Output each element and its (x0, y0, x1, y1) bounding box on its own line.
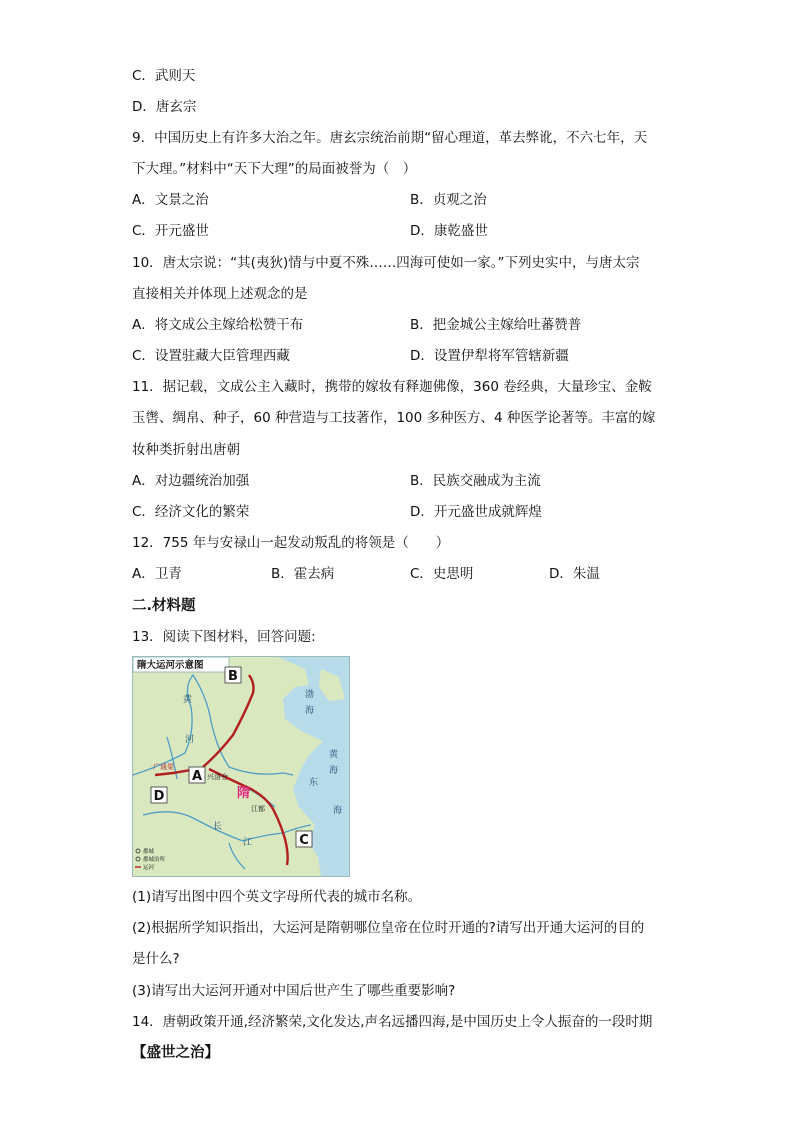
svg-text:A: A (191, 769, 203, 784)
map-marker-c (296, 831, 312, 848)
q11-option-b: B．民族交融成为主流 (410, 473, 541, 489)
q11-stem-line3: 妆种类折射出唐朝 (132, 442, 240, 458)
q13-stem: 13．阅读下图材料，回答问题: (132, 629, 316, 645)
q8-option-c: C．武则天 (132, 68, 196, 84)
q13-sub1: (1)请写出图中四个英文字母所代表的城市名称。 (132, 889, 422, 905)
map-label-sui: 隋 (237, 786, 251, 801)
q11-option-a: A．对边疆统治加强 (132, 473, 250, 489)
q9-option-b: B．贞观之治 (410, 192, 487, 208)
q9-option-c: C．开元盛世 (132, 223, 209, 239)
section-heading: 二.材料题 (132, 598, 196, 614)
q14-heading: 【盛世之治】 (132, 1045, 219, 1061)
map-label-jiangdu: 江都 (251, 805, 265, 813)
q14-stem: 14．唐朝政策开通,经济繁荣,文化发达,声名远播四海,是中国历史上令人振奋的一段时期 (132, 1014, 653, 1030)
map-label-guangtong: 广通渠 (153, 763, 174, 771)
map-marker-a (189, 767, 205, 784)
q12-option-c: C．史思明 (410, 566, 474, 582)
q13-sub2-line1: (2)根据所学知识指出，大运河是隋朝哪位皇帝在位时开通的?请写出开通大运河的目的 (132, 920, 645, 936)
svg-text:C: C (299, 833, 309, 848)
map-label-bo: 渤 (305, 690, 315, 700)
map-label-hai1: 海 (305, 706, 315, 716)
q10-option-c: C．设置驻藏大臣管理西藏 (132, 348, 290, 364)
legend-canal: 运河 (143, 865, 155, 871)
q12-stem: 12．755 年与安禄山一起发动叛乱的将领是（ ） (132, 535, 450, 551)
q9-option-d: D．康乾盛世 (410, 223, 488, 239)
map-label-hai3: 海 (333, 806, 343, 816)
q10-option-b: B．把金城公主嫁给吐蕃赞普 (410, 317, 582, 333)
q10-stem-line2: 直接相关并体现上述观念的是 (132, 286, 308, 302)
svg-text:D: D (153, 789, 165, 804)
q9-option-a: A．文景之治 (132, 192, 209, 208)
q12-option-d: D．朱温 (549, 566, 600, 582)
q11-stem-line2: 玉辔、绸帛、种子，60 种营造与工技著作，100 多种医方、4 种医学论著等。丰富的嫁 (132, 410, 656, 426)
map-label-he2: 河 (185, 735, 195, 745)
q11-stem-line1: 11．据记载，文成公主入藏时，携带的嫁妆有释迦佛像，360 卷经典，大量珍宝、金鞍 (132, 379, 652, 395)
map-marker-d (151, 787, 167, 804)
map-label-xingluocang: 兴洛仓 (207, 773, 228, 781)
q8-option-d: D．唐玄宗 (132, 99, 197, 115)
svg-text:B: B (228, 669, 238, 684)
q10-option-a: A．将文成公主嫁给松赞干布 (132, 317, 304, 333)
q11-option-d: D．开元盛世成就辉煌 (410, 504, 542, 520)
map-label-jiang2: 江 (243, 838, 253, 848)
grand-canal-map (132, 656, 350, 877)
map-title: 隋大运河示意图 (137, 660, 204, 671)
q9-stem-line2: 下大理。”材料中“天下大理”的局面被誉为（ ） (132, 161, 417, 177)
q13-sub2-line2: 是什么? (132, 951, 180, 967)
map-label-dong: 东 (309, 778, 319, 788)
q9-stem-line1: 9．中国历史上有许多大治之年。唐玄宗统治前期“留心理道，革去弊讹，不六七年，天 (132, 130, 648, 146)
q13-sub3: (3)请写出大运河开通对中国后世产生了哪些重要影响? (132, 983, 456, 999)
legend-capital: 都城 (143, 849, 155, 855)
map-label-huang: 黄 (329, 750, 339, 760)
q12-option-a: A．卫青 (132, 566, 182, 582)
q11-option-c: C．经济文化的繁荣 (132, 504, 250, 520)
map-label-he1: 黄 (183, 695, 193, 705)
q12-option-b: B．霍去病 (271, 566, 335, 582)
map-label-jiang1: 长 (213, 822, 223, 832)
map-marker-b (225, 667, 241, 684)
legend-seat: 都城治所 (143, 857, 166, 863)
map-label-hai2: 海 (329, 766, 339, 776)
q10-option-d: D．设置伊犁将军管辖新疆 (410, 348, 569, 364)
q10-stem-line1: 10．唐太宗说：“其(夷狄)情与中夏不殊……四海可使如一家。”下列史实中，与唐太宗 (132, 255, 640, 271)
